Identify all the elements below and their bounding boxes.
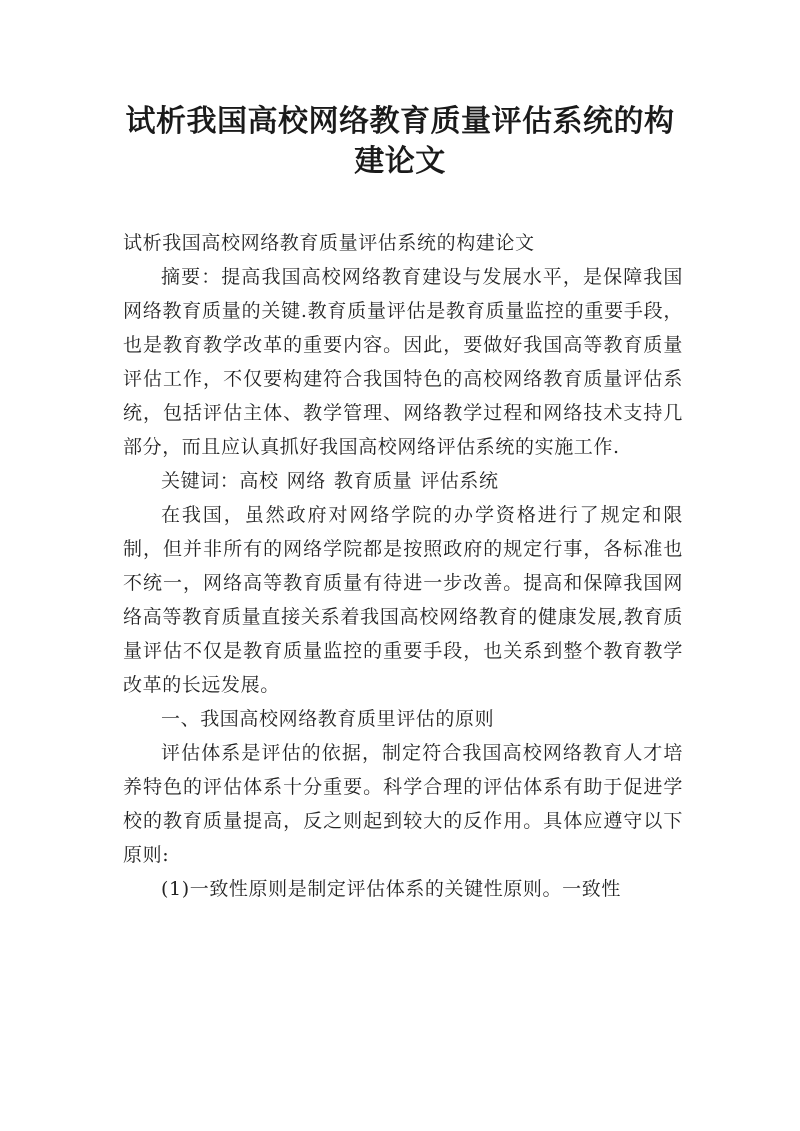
document-title-line-1: 试析我国高校网络教育质量评估系统的构 <box>125 104 675 139</box>
keyword: 网络 <box>286 470 326 492</box>
body-paragraph-1: 在我国，虽然政府对网络学院的办学资格进行了规定和限制，但并非所有的网络学院都是按照政府的规定行事，各标准也不统一，网络高等教育质量有待进一步改善。提高和保障我国网络高等教育质量直接关系着我国高校网络教育的健康发展,教育质量评估不仅是教育质量监控的重要手段，也关系到整个教育教学改革的长远发展。 <box>123 504 683 696</box>
body-paragraph-3: (1)一致性原则是制定评估体系的关键性原则。一致性 <box>161 878 621 900</box>
document-subtitle: 试析我国高校网络教育质量评估系统的构建论文 <box>123 232 535 254</box>
document-title-line-2: 建论文 <box>354 144 446 179</box>
keyword: 教育质量 <box>333 470 413 492</box>
abstract-paragraph: 摘要：提高我国高校网络教育建设与发展水平，是保障我国网络教育质量的关键.教育质量评估是教育质量监控的重要手段，也是教育教学改革的重要内容。因此，要做好我国高等教育质量评估工作，不仅要构建符合我国特色的高校网络教育质量评估系统，包括评估主体、教学管理、网络教学过程和网络技术支持几部分，而且应认真抓好我国高校网络评估系统的实施工作. <box>123 266 683 458</box>
body-paragraph-2: 评估体系是评估的依据，制定符合我国高校网络教育人才培养特色的评估体系十分重要。科学合理的评估体系有助于促进学校的教育质量提高，反之则起到较大的反作用。具体应遵守以下原则: <box>123 742 683 866</box>
section-heading-1: 一、我国高校网络教育质里评估的原则 <box>161 708 495 730</box>
keyword: 高校 <box>239 470 279 492</box>
keywords-label: 关键词： <box>161 470 240 492</box>
document-body <box>123 226 683 906</box>
keywords-line <box>123 464 683 498</box>
keyword: 评估系统 <box>420 470 499 492</box>
